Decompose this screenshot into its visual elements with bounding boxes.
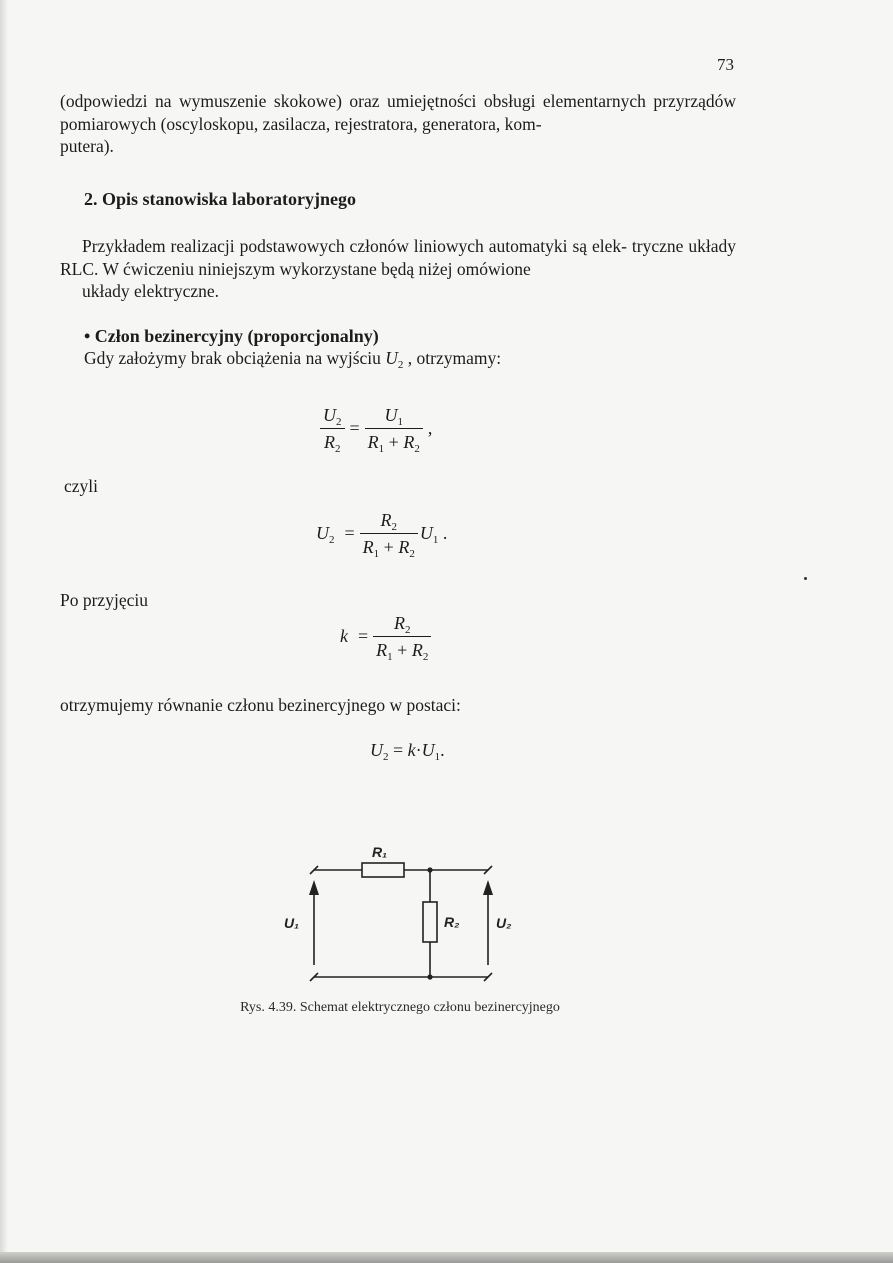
section-line: układy elektryczne. [82,281,220,301]
label-u2: U₂ [496,915,512,931]
figure-caption: Rys. 4.39. Schemat elektrycznego członu bezinercyjnego [240,1000,560,1015]
label-r2: R₂ [444,914,460,930]
page-shadow-bottom [0,1252,893,1263]
label-u1: U₁ [284,915,300,931]
formula-u2: $U_2$ = $\frac{R_2}{R_1 + R_2}$ $U_1$ . [316,507,452,560]
result-line: otrzymujemy równanie członu bezinercyjnego w postaci: [60,695,461,715]
page-shadow-left [0,0,8,1263]
resistor-r2 [423,902,437,942]
section-line: Przykładem realizacji podstawowych członów liniowych automatyki są elek- [82,236,627,256]
word-po-przyjeciu: Po przyjęciu [60,590,148,610]
bullet-heading: • Człon bezinercyjny (proporcjonalny) [84,326,379,346]
page-number: 73 [717,55,734,74]
formula-proportional: $U_2 = k\cdot U_1$. [370,740,445,763]
fraction: $\frac{R_2}{R_1 + R_2}$ [373,610,431,663]
arrow-u1-head [309,880,319,895]
formula-ratio: $\frac{U_2}{R_2}$ = $\frac{U_1}{R_1 + R_2}$ , [320,402,437,455]
resistor-r1 [362,863,404,877]
fraction: $\frac{U_2}{R_2}$ [320,402,345,455]
formula-k: k = $\frac{R_2}{R_1 + R_2}$ [340,610,431,663]
fraction: $\frac{U_1}{R_1 + R_2}$ [365,402,423,455]
intro-line: putera). [60,136,114,156]
scan-speck [804,577,807,580]
label-r1: R₁ [372,844,388,860]
section-paragraph [60,235,736,303]
arrow-u2-head [483,880,493,895]
junction-bottom [427,974,432,979]
intro-paragraph [60,90,736,158]
section-line: tryczne układy RLC. W ćwiczeniu niniejszym wykorzystane będą niżej omówione [60,236,737,279]
junction-top [427,867,432,872]
intro-line: przyrządów pomiarowych (oscyloskopu, zasilacza, rejestratora, generatora, kom- [60,91,736,134]
no-load-line: Gdy założymy brak obciążenia na wyjściu $U_2$ , otrzymamy: [84,348,502,371]
fraction: $\frac{R_2}{R_1 + R_2}$ [360,507,418,560]
section-heading: 2. Opis stanowiska laboratoryjnego [84,189,357,209]
word-czyli: czyli [64,476,99,496]
circuit-diagram [270,830,530,985]
intro-line: (odpowiedzi na wymuszenie skokowe) oraz umiejętności obsługi elementarnych [60,91,646,111]
